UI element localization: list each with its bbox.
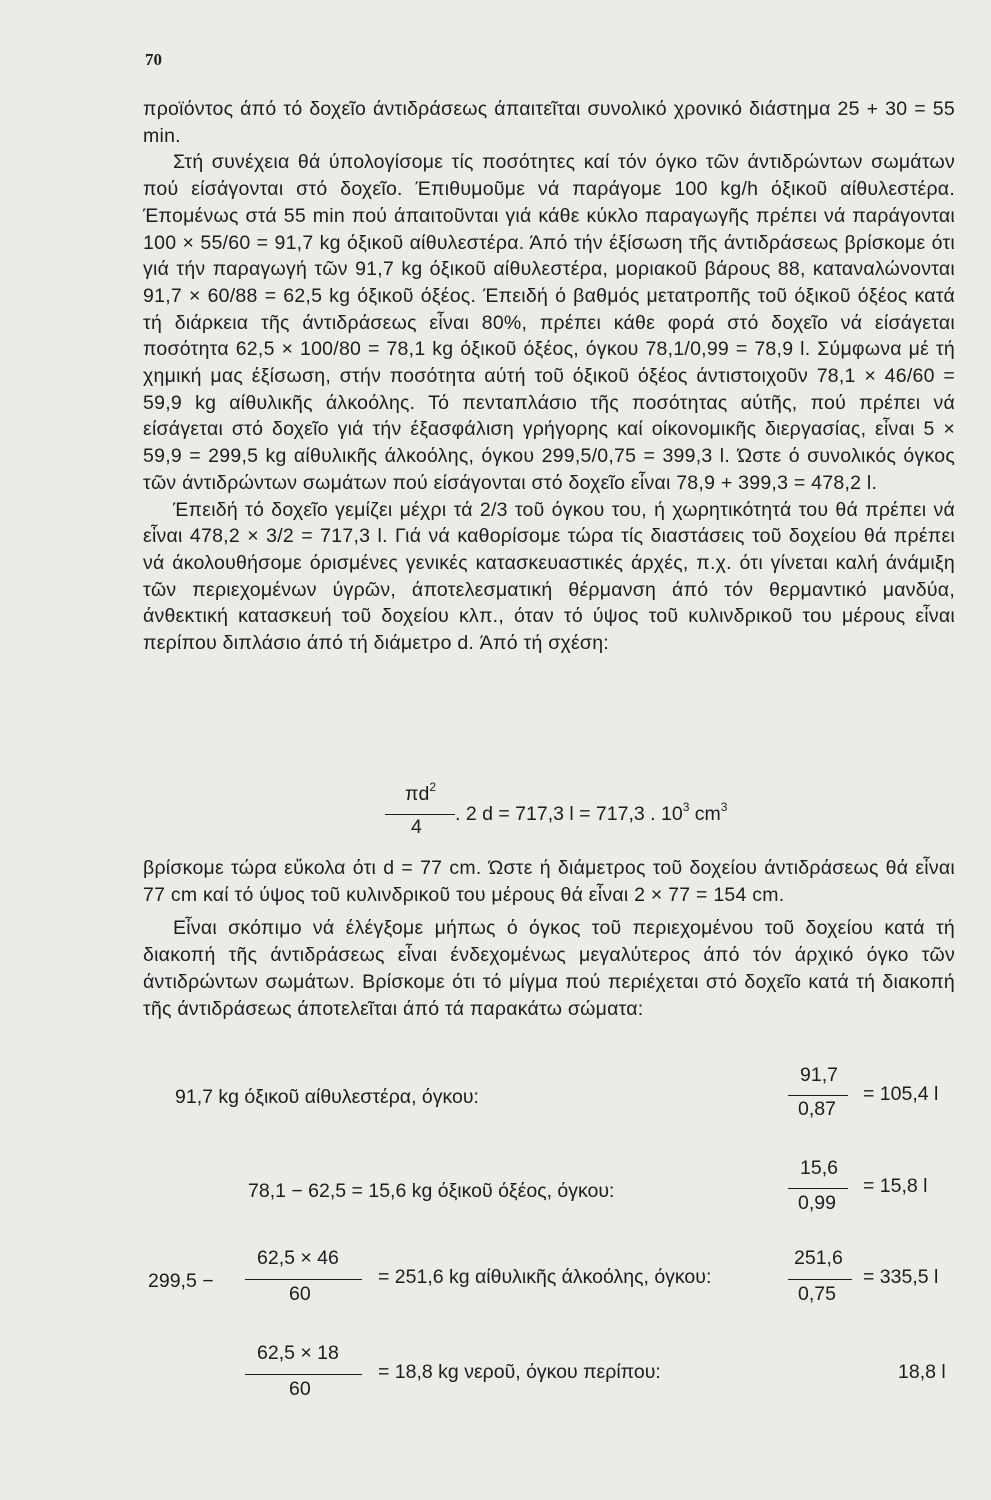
component-4-lden: 60	[289, 1378, 311, 1400]
component-3-text: = 251,6 kg αίθυλικῆς άλκοόλης, όγκου:	[378, 1266, 712, 1288]
component-2-den: 0,99	[798, 1192, 836, 1214]
component-3-bar	[788, 1279, 852, 1280]
eq-rhs: . 2 d = 717,3 l = 717,3 . $10^3$ $cm^3$	[455, 800, 728, 825]
paragraph-5: Εἶναι σκόπιμο νά έλέγξομε μήπως ό όγκος τοῦ περιεχομένου τοῦ δοχείου κατά τή διακοπή τῆς άντιδράσεως εἶναι ένδεχομένως μεγαλύτερος άπό τόν άρχικό όγκο τῶν άντιδρώντων σωμάτων. Βρίσκομε ότι τό μίγμα πού περιέχεται στό δοχεῖο κατά τή διακοπή τῆς άντιδράσεως άποτελεῖται άπό τά παρακάτω σώματα:	[143, 917, 955, 1020]
component-1-result: = 105,4 l	[863, 1083, 939, 1105]
component-1-den: 0,87	[798, 1098, 836, 1120]
paragraph-3: Έπειδή τό δοχεῖο γεμίζει μέχρι τά 2/3 τοῦ όγκου του, ή χωρητικότητά του θά πρέπει νά εἶναι 478,2 × 3/2 = 717,3 l. Γιά νά καθορίσομε τώρα τίς διαστάσεις τοῦ δοχείου θά πρέπει νά άκολουθήσομε όρισμένες γενικές κατασκευαστικές άρχές, π.χ. ότι γίνεται καλή άνάμιξη τῶν περιεχομένων ύγρῶν, άποτελεσματική θέρμανση άπό τόν θερμαντικό μανδύα, άνθεκτική κατασκευή τοῦ δοχείου κλπ., όταν τό ύψος τοῦ κυλινδρικοῦ του μέρους εἶναι περίπου διπλάσιο άπό τή διάμετρο d. Άπό τή σχέση:	[143, 498, 955, 655]
component-4-result: 18,8 l	[898, 1361, 946, 1383]
eq-numerator: $\pi d^2$	[405, 780, 436, 805]
component-3-den: 0,75	[798, 1283, 836, 1305]
component-3-lbar	[245, 1279, 362, 1280]
component-2-result: = 15,8 l	[863, 1175, 928, 1197]
component-3-result: = 335,5 l	[863, 1266, 939, 1288]
paragraph-1: προϊόντος άπό τό δοχεῖο άντιδράσεως άπαιτεῖται συνολικό χρονικό διάστημα 25 + 30 = 55 min.	[143, 98, 955, 147]
component-1-bar	[788, 1095, 848, 1096]
component-4-lbar	[245, 1374, 362, 1375]
component-3-num: 251,6	[794, 1247, 843, 1269]
body-text-2	[143, 855, 955, 1022]
paragraph-4: βρίσκομε τώρα εὔκολα ότι d = 77 cm. Ώστε ή διάμετρος τοῦ δοχείου άντιδράσεως θά εἶναι 77 cm καί τό ύψος τοῦ κυλινδρικοῦ του μέρους θά εἶναι 2 × 77 = 154 cm.	[143, 857, 955, 906]
component-4-text: = 18,8 kg νεροῦ, όγκου περίπου:	[378, 1361, 661, 1383]
component-2-bar	[788, 1188, 848, 1189]
component-2-num: 15,6	[800, 1157, 838, 1179]
component-3-lden: 60	[289, 1283, 311, 1305]
body-text	[143, 96, 955, 657]
component-3-prefix: 299,5 −	[148, 1270, 214, 1292]
component-4-lnum: 62,5 × 18	[257, 1342, 339, 1364]
component-3-lnum: 62,5 × 46	[257, 1247, 339, 1269]
component-2-text: 78,1 − 62,5 = 15,6 kg όξικοῦ όξέος, όγκου:	[248, 1180, 615, 1202]
page-number: 70	[145, 50, 162, 69]
eq-fraction-bar	[385, 814, 455, 815]
component-1-num: 91,7	[800, 1064, 838, 1086]
component-1-text: 91,7 kg όξικοῦ αίθυλεστέρα, όγκου:	[175, 1086, 479, 1108]
paragraph-2: Στή συνέχεια θά ύπολογίσομε τίς ποσότητες καί τόν όγκο τῶν άντιδρώντων σωμάτων πού είσάγονται στό δοχεῖο. Έπιθυμοῦμε νά παράγομε 100 kg/h όξικοῦ αίθυλεστέρα. Έπομένως στά 55 min πού άπαιτοῦνται γιά κάθε κύκλο παραγωγῆς πρέπει νά παράγονται 100 × 55/60 = 91,7 kg όξικοῦ αίθυλεστέρα. Άπό τήν έξίσωση τῆς άντιδράσεως βρίσκομε ότι γιά τήν παραγωγή τῶν 91,7 kg όξικοῦ αίθυλεστέρα, μοριακοῦ βάρους 88, καταναλώνονται 91,7 × 60/88 = 62,5 kg όξικοῦ όξέος. Έπειδή ό βαθμός μετατροπῆς τοῦ όξικοῦ όξέος κατά τή διάρκεια τῆς άντιδράσεως εἶναι 80%, πρέπει κάθε φορά στό δοχεῖο νά είσάγεται ποσότητα 62,5 × 100/80 = 78,1 kg όξικοῦ όξέος, όγκου 78,1/0,99 = 78,9 l. Σύμφωνα μέ τή χημική μας έξίσωση, στήν ποσότητα αύτή τοῦ όξικοῦ όξέος άντιστοιχοῦν 78,1 × 46/60 = 59,9 kg αίθυλικῆς άλκοόλης. Τό πενταπλάσιο τῆς ποσότητας αύτῆς, πού πρέπει νά είσάγεται στό δοχεῖο γιά τήν έξασφάλιση γρήγορης καί οίκονομικῆς διεργασίας, εἶναι 5 × 59,9 = 299,5 kg αίθυλικῆς άλκοόλης, όγκου 299,5/0,75 = 399,3 l. Ώστε ό συνολικός όγκος τῶν άντιδρώντων σωμάτων πού είσάγονται στό δοχεῖο εἶναι 78,9 + 399,3 = 478,2 l.	[143, 151, 956, 494]
eq-denominator: 4	[411, 816, 422, 838]
